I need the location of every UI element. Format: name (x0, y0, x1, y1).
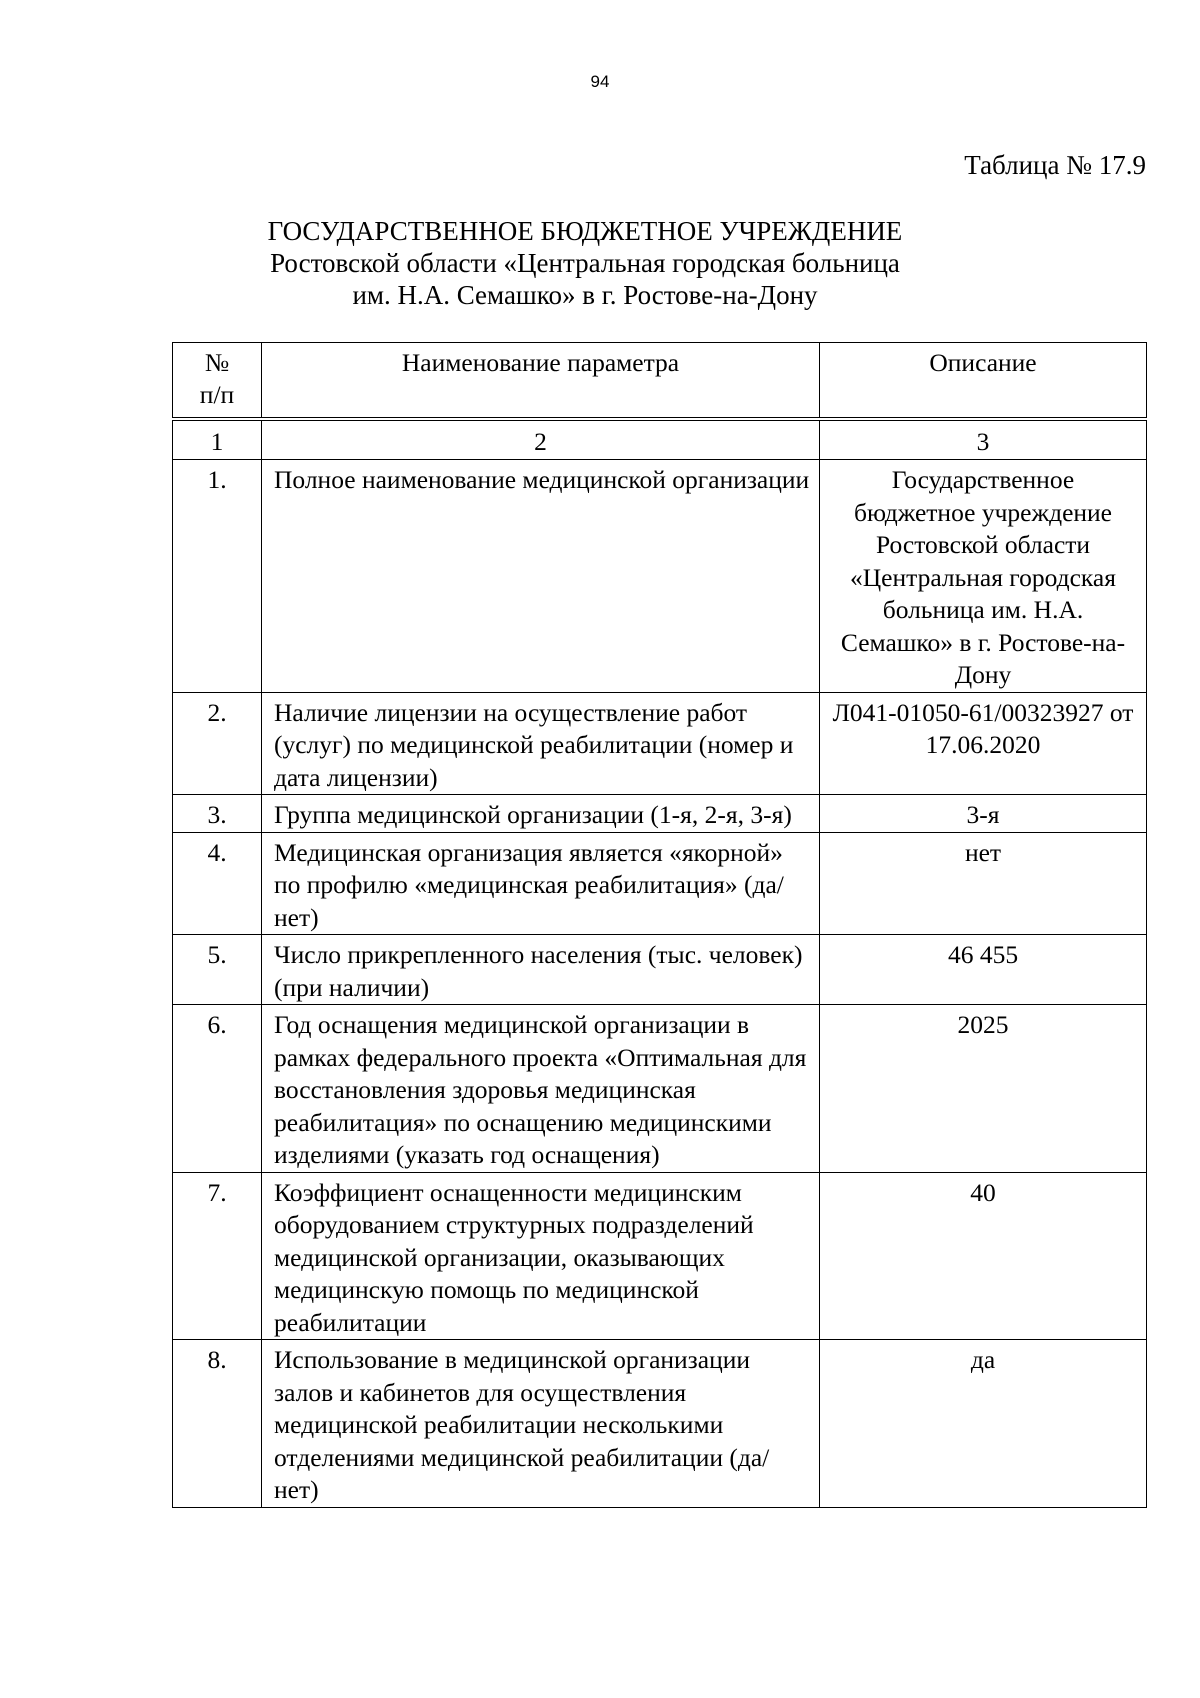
table-row (173, 460, 1147, 693)
row-parameter-name: Использование в медицинской организации залов и кабинетов для осуществления медицинской реабилитации несколькими отделениями медицинской реабилитации (да/нет) (262, 1340, 820, 1508)
organization-heading (170, 215, 1000, 311)
table-header-row (173, 343, 1147, 420)
row-description: 40 (820, 1172, 1147, 1340)
header-number-symbol: № (204, 348, 230, 377)
column-index-3: 3 (820, 419, 1147, 460)
row-number: 6. (173, 1005, 262, 1173)
row-number: 3. (173, 795, 262, 833)
header-parameter-name: Наименование параметра (262, 343, 820, 420)
row-parameter-name: Год оснащения медицинской организации в рамках федерального проекта «Оптимальная для восстановления здоровья медицинская реабилитация» по оснащению медицинскими изделиями (указать год оснащения) (262, 1005, 820, 1173)
row-number: 1. (173, 460, 262, 693)
row-description: 3-я (820, 795, 1147, 833)
table-row (173, 1005, 1147, 1173)
row-number: 4. (173, 832, 262, 935)
row-description: да (820, 1340, 1147, 1508)
row-number: 7. (173, 1172, 262, 1340)
organization-heading-line-1: ГОСУДАРСТВЕННОЕ БЮДЖЕТНОЕ УЧРЕЖДЕНИЕ (267, 216, 903, 246)
row-parameter-name: Полное наименование медицинской организации (262, 460, 820, 693)
parameters-table (172, 342, 1147, 1508)
row-description: Государственное бюджетное учреждение Ростовской области «Центральная городская больница им. Н.А. Семашко» в г. Ростове-на-Дону (820, 460, 1147, 693)
column-index-2: 2 (262, 419, 820, 460)
row-parameter-name: Коэффициент оснащенности медицинским оборудованием структурных подразделений медицинской организации, оказывающих медицинскую помощь по медицинской реабилитации (262, 1172, 820, 1340)
header-description: Описание (820, 343, 1147, 420)
row-description: нет (820, 832, 1147, 935)
table-row (173, 935, 1147, 1005)
table-row (173, 795, 1147, 833)
row-description: Л041-01050-61/00323927 от 17.06.2020 (820, 692, 1147, 795)
table-row (173, 692, 1147, 795)
row-description: 2025 (820, 1005, 1147, 1173)
row-description: 46 455 (820, 935, 1147, 1005)
header-number (173, 343, 262, 420)
column-index-row (173, 419, 1147, 460)
row-parameter-name: Группа медицинской организации (1-я, 2-я, 3-я) (262, 795, 820, 833)
organization-heading-line-3: им. Н.А. Семашко» в г. Ростове-на-Дону (352, 280, 818, 310)
table-row (173, 832, 1147, 935)
column-index-1: 1 (173, 419, 262, 460)
row-parameter-name: Число прикрепленного населения (тыс. человек) (при наличии) (262, 935, 820, 1005)
table-row (173, 1172, 1147, 1340)
row-parameter-name: Медицинская организация является «якорной» по профилю «медицинская реабилитация» (да/нет) (262, 832, 820, 935)
header-number-abbrev: п/п (199, 380, 235, 409)
row-parameter-name: Наличие лицензии на осуществление работ (услуг) по медицинской реабилитации (номер и дата лицензии) (262, 692, 820, 795)
table-row (173, 1340, 1147, 1508)
page-number: 94 (590, 72, 610, 91)
row-number: 2. (173, 692, 262, 795)
table-label: Таблица № 17.9 (964, 150, 1146, 180)
row-number: 5. (173, 935, 262, 1005)
organization-heading-line-2: Ростовской области «Центральная городская больница (270, 248, 900, 278)
row-number: 8. (173, 1340, 262, 1508)
